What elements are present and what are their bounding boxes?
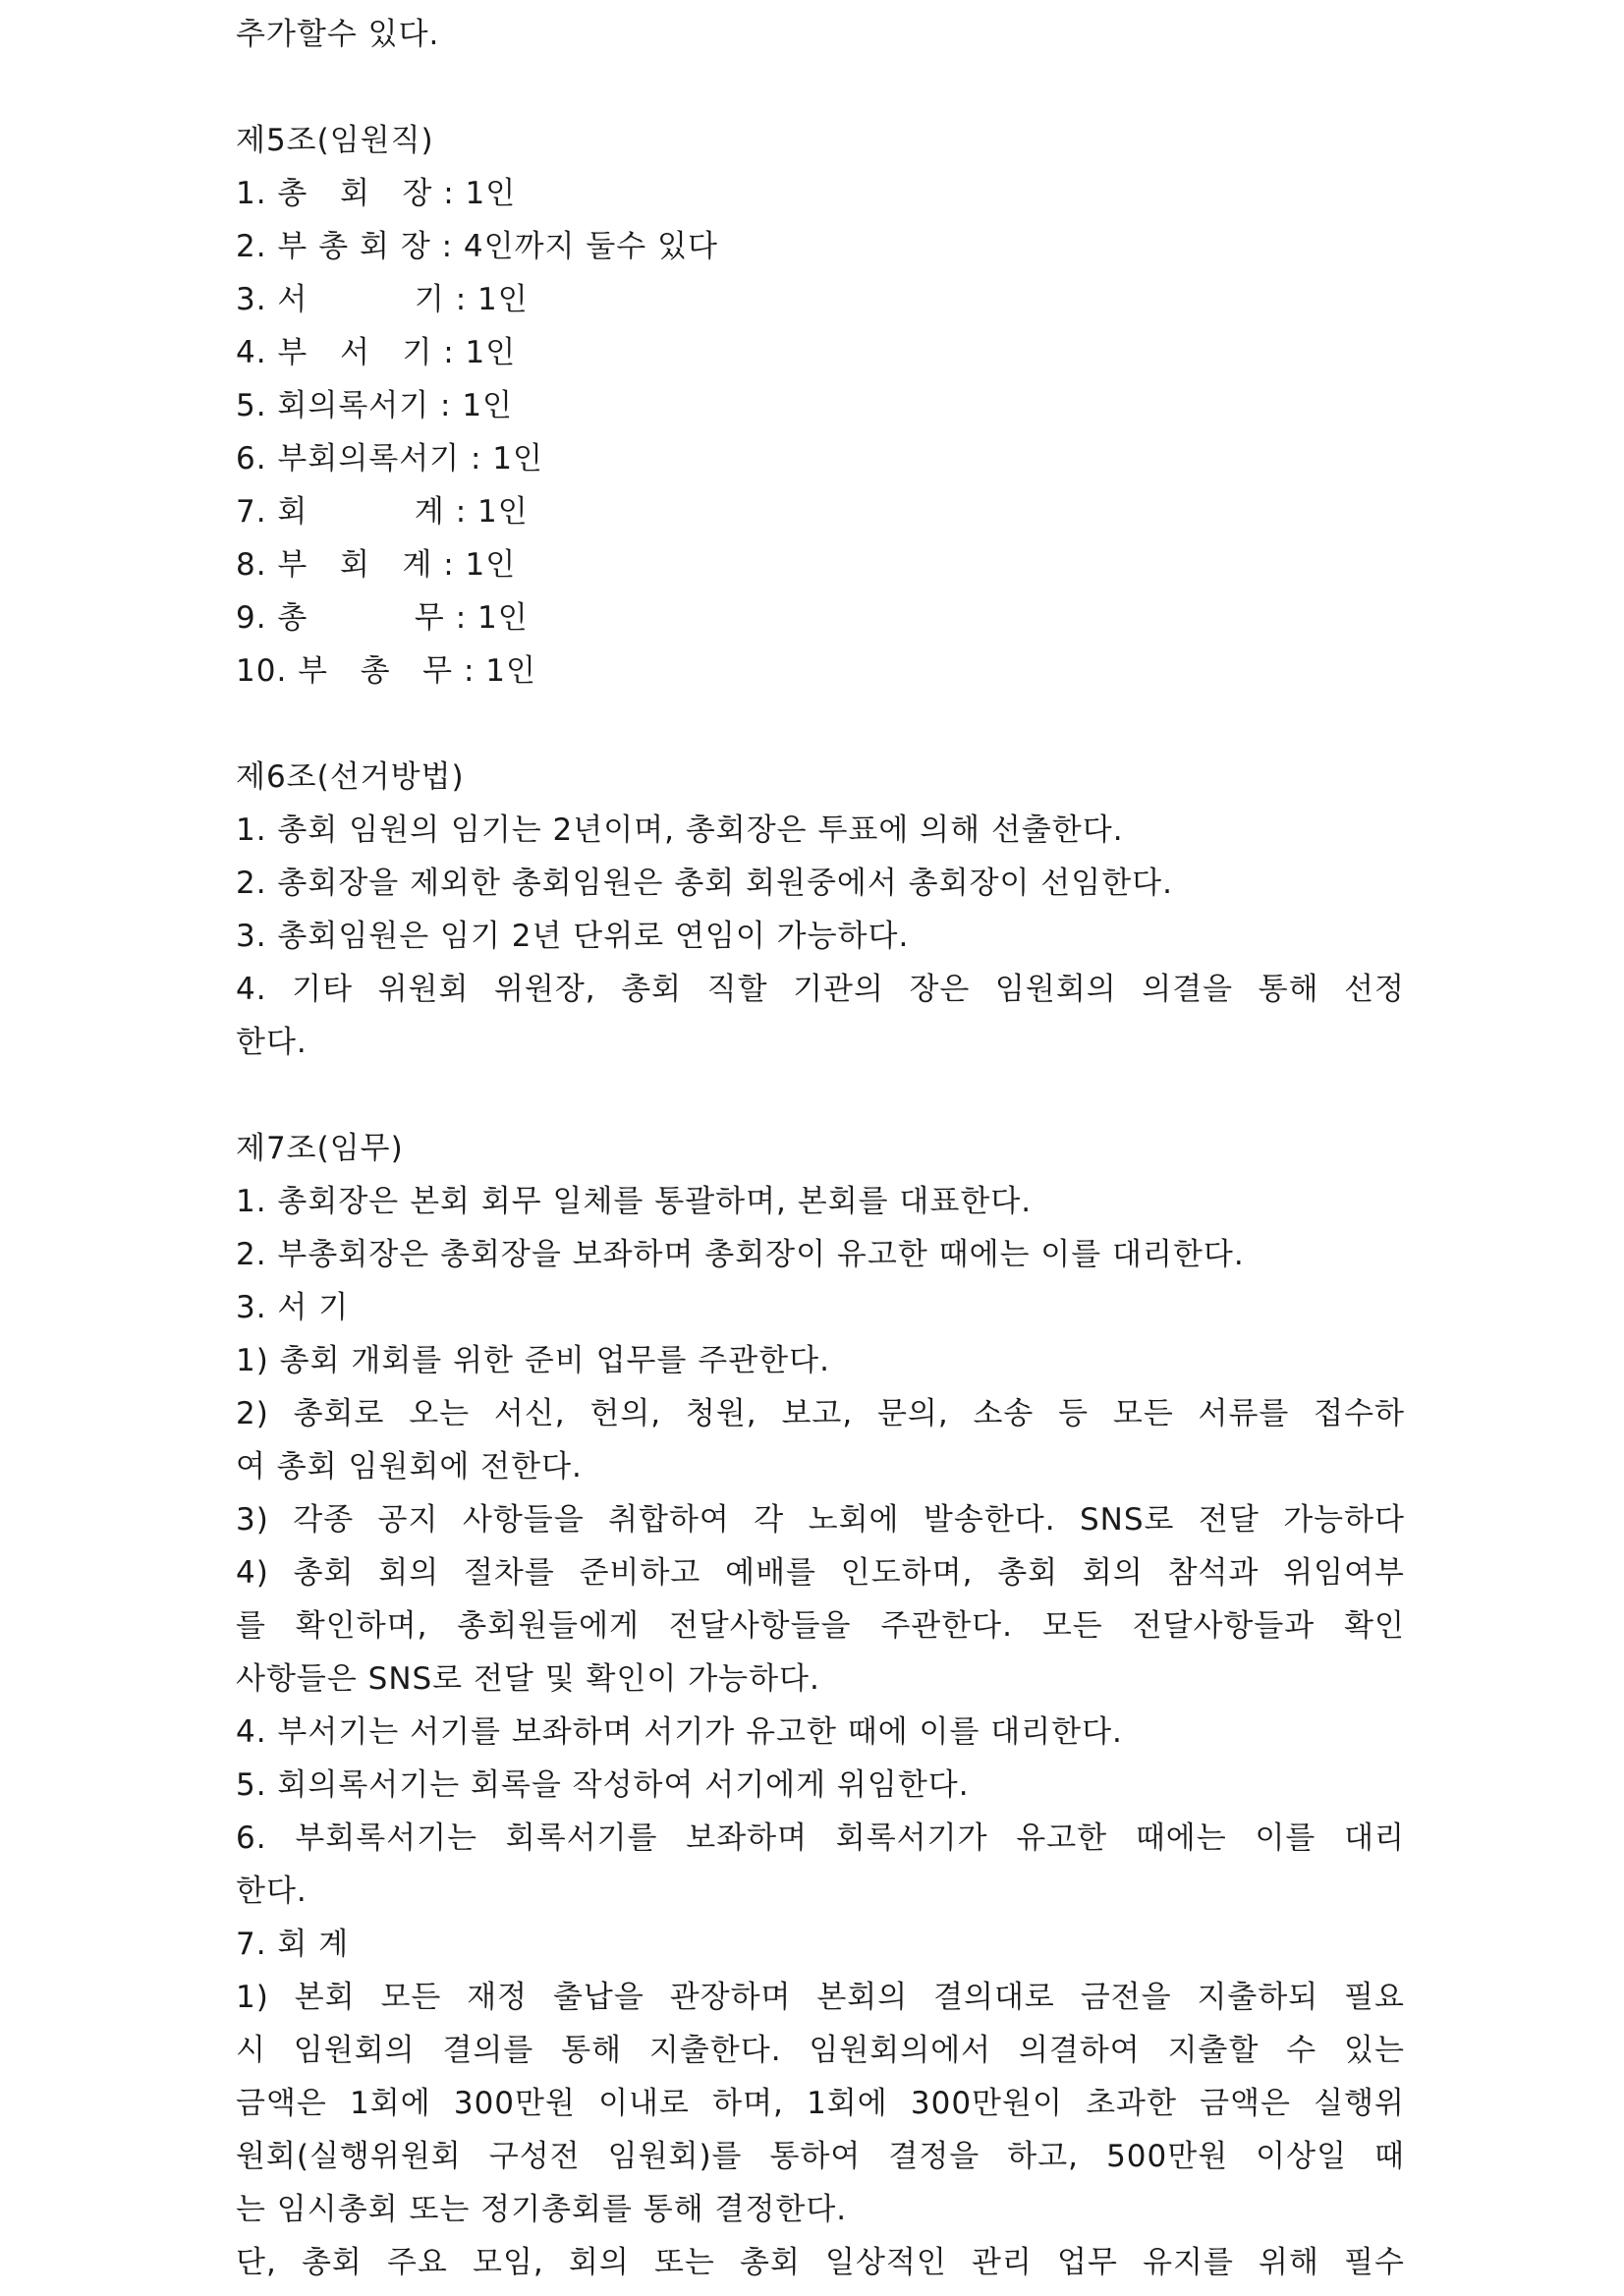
intro-tail-line: 추가할수 있다.: [236, 17, 440, 52]
paragraph-gap: [236, 698, 1405, 751]
article5-item: 7. 회 계 : 1인: [236, 494, 529, 530]
article6-line: 2. 총회장을 제외한 총회임원은 총회 회원중에서 총회장이 선임한다.: [236, 866, 1173, 901]
article7-line: 5. 회의록서기는 회록을 작성하여 서기에게 위임한다.: [236, 1767, 970, 1803]
article5-item: 5. 회의록서기 : 1인: [236, 388, 513, 423]
article7-line: 6. 부회록서기는 회록서기를 보좌하며 회록서기가 유고한 때에는 이를 대리: [236, 1820, 1405, 1856]
article7-line: 금액은 1회에 300만원 이내로 하며, 1회에 300만원이 초과한 금액은 실행위: [236, 2086, 1405, 2121]
article5-item: 1. 총 회 장 : 1인: [236, 176, 517, 211]
article7-line: 여 총회 임원회에 전한다.: [236, 1449, 583, 1484]
paragraph-gap: [236, 1069, 1405, 1122]
document-body: [236, 8, 1405, 2289]
article7-line: 4) 총회 회의 절차를 준비하고 예배를 인도하며, 총회 회의 참석과 위임여부: [236, 1555, 1405, 1591]
article5-item: 4. 부 서 기 : 1인: [236, 335, 517, 370]
article6-line: 3. 총회임원은 임기 2년 단위로 연임이 가능하다.: [236, 919, 910, 954]
article7-line: 2) 총회로 오는 서신, 헌의, 청원, 보고, 문의, 소송 등 모든 서류를 접수하: [236, 1396, 1405, 1431]
article7-line: 를 확인하며, 총회원들에게 전달사항들을 주관한다. 모든 전달사항들과 확인: [236, 1608, 1405, 1644]
article6-heading: 제6조(선거방법): [236, 759, 465, 795]
article5-item: 3. 서 기 : 1인: [236, 282, 529, 317]
article7-line: 4. 부서기는 서기를 보좌하며 서기가 유고한 때에 이를 대리한다.: [236, 1714, 1123, 1750]
paragraph-gap: [236, 61, 1405, 114]
article6-line: 한다.: [236, 1025, 308, 1060]
article7-line: 는 임시총회 또는 정기총회를 통해 결정한다.: [236, 2192, 848, 2227]
article5-item: 9. 총 무 : 1인: [236, 600, 529, 636]
article6-line: 1. 총회 임원의 임기는 2년이며, 총회장은 투표에 의해 선출한다.: [236, 812, 1124, 848]
article7-heading: 제7조(임무): [236, 1131, 404, 1166]
article7-line: 2. 부총회장은 총회장을 보좌하며 총회장이 유고한 때에는 이를 대리한다.: [236, 1237, 1245, 1272]
article5-item: 6. 부회의록서기 : 1인: [236, 441, 543, 476]
article7-line: 시 임원회의 결의를 통해 지출한다. 임원회의에서 의결하여 지출할 수 있는: [236, 2033, 1405, 2068]
article7-line: 원회(실행위원회 구성전 임원회)를 통하여 결정을 하고, 500만원 이상일 때: [236, 2139, 1405, 2174]
article7-line: 3) 각종 공지 사항들을 취합하여 각 노회에 발송한다. SNS로 전달 가능하다: [236, 1502, 1405, 1538]
article7-line: 1) 총회 개회를 위한 준비 업무를 주관한다.: [236, 1343, 830, 1378]
article5-item: 2. 부 총 회 장 : 4인까지 둘수 있다: [236, 229, 718, 264]
article7-line: 7. 회 계: [236, 1927, 350, 1962]
article7-line: 단, 총회 주요 모임, 회의 또는 총회 일상적인 관리 업무 유지를 위해 필수: [236, 2245, 1405, 2280]
article7-line: 사항들은 SNS로 전달 및 확인이 가능하다.: [236, 1661, 820, 1697]
article7-line: 한다.: [236, 1874, 308, 1909]
article7-line: 1. 총회장은 본회 회무 일체를 통괄하며, 본회를 대표한다.: [236, 1184, 1033, 1219]
article7-line: 3. 서 기: [236, 1290, 350, 1325]
article5-item: 10. 부 총 무 : 1인: [236, 653, 536, 689]
article6-line: 4. 기타 위원회 위원장, 총회 직할 기관의 장은 임원회의 의결을 통해 선정: [236, 972, 1405, 1007]
article7-line: 1) 본회 모든 재정 출납을 관장하며 본회의 결의대로 금전을 지출하되 필요: [236, 1980, 1405, 2015]
article5-heading: 제5조(임원직): [236, 123, 434, 158]
article5-item: 8. 부 회 계 : 1인: [236, 547, 517, 583]
